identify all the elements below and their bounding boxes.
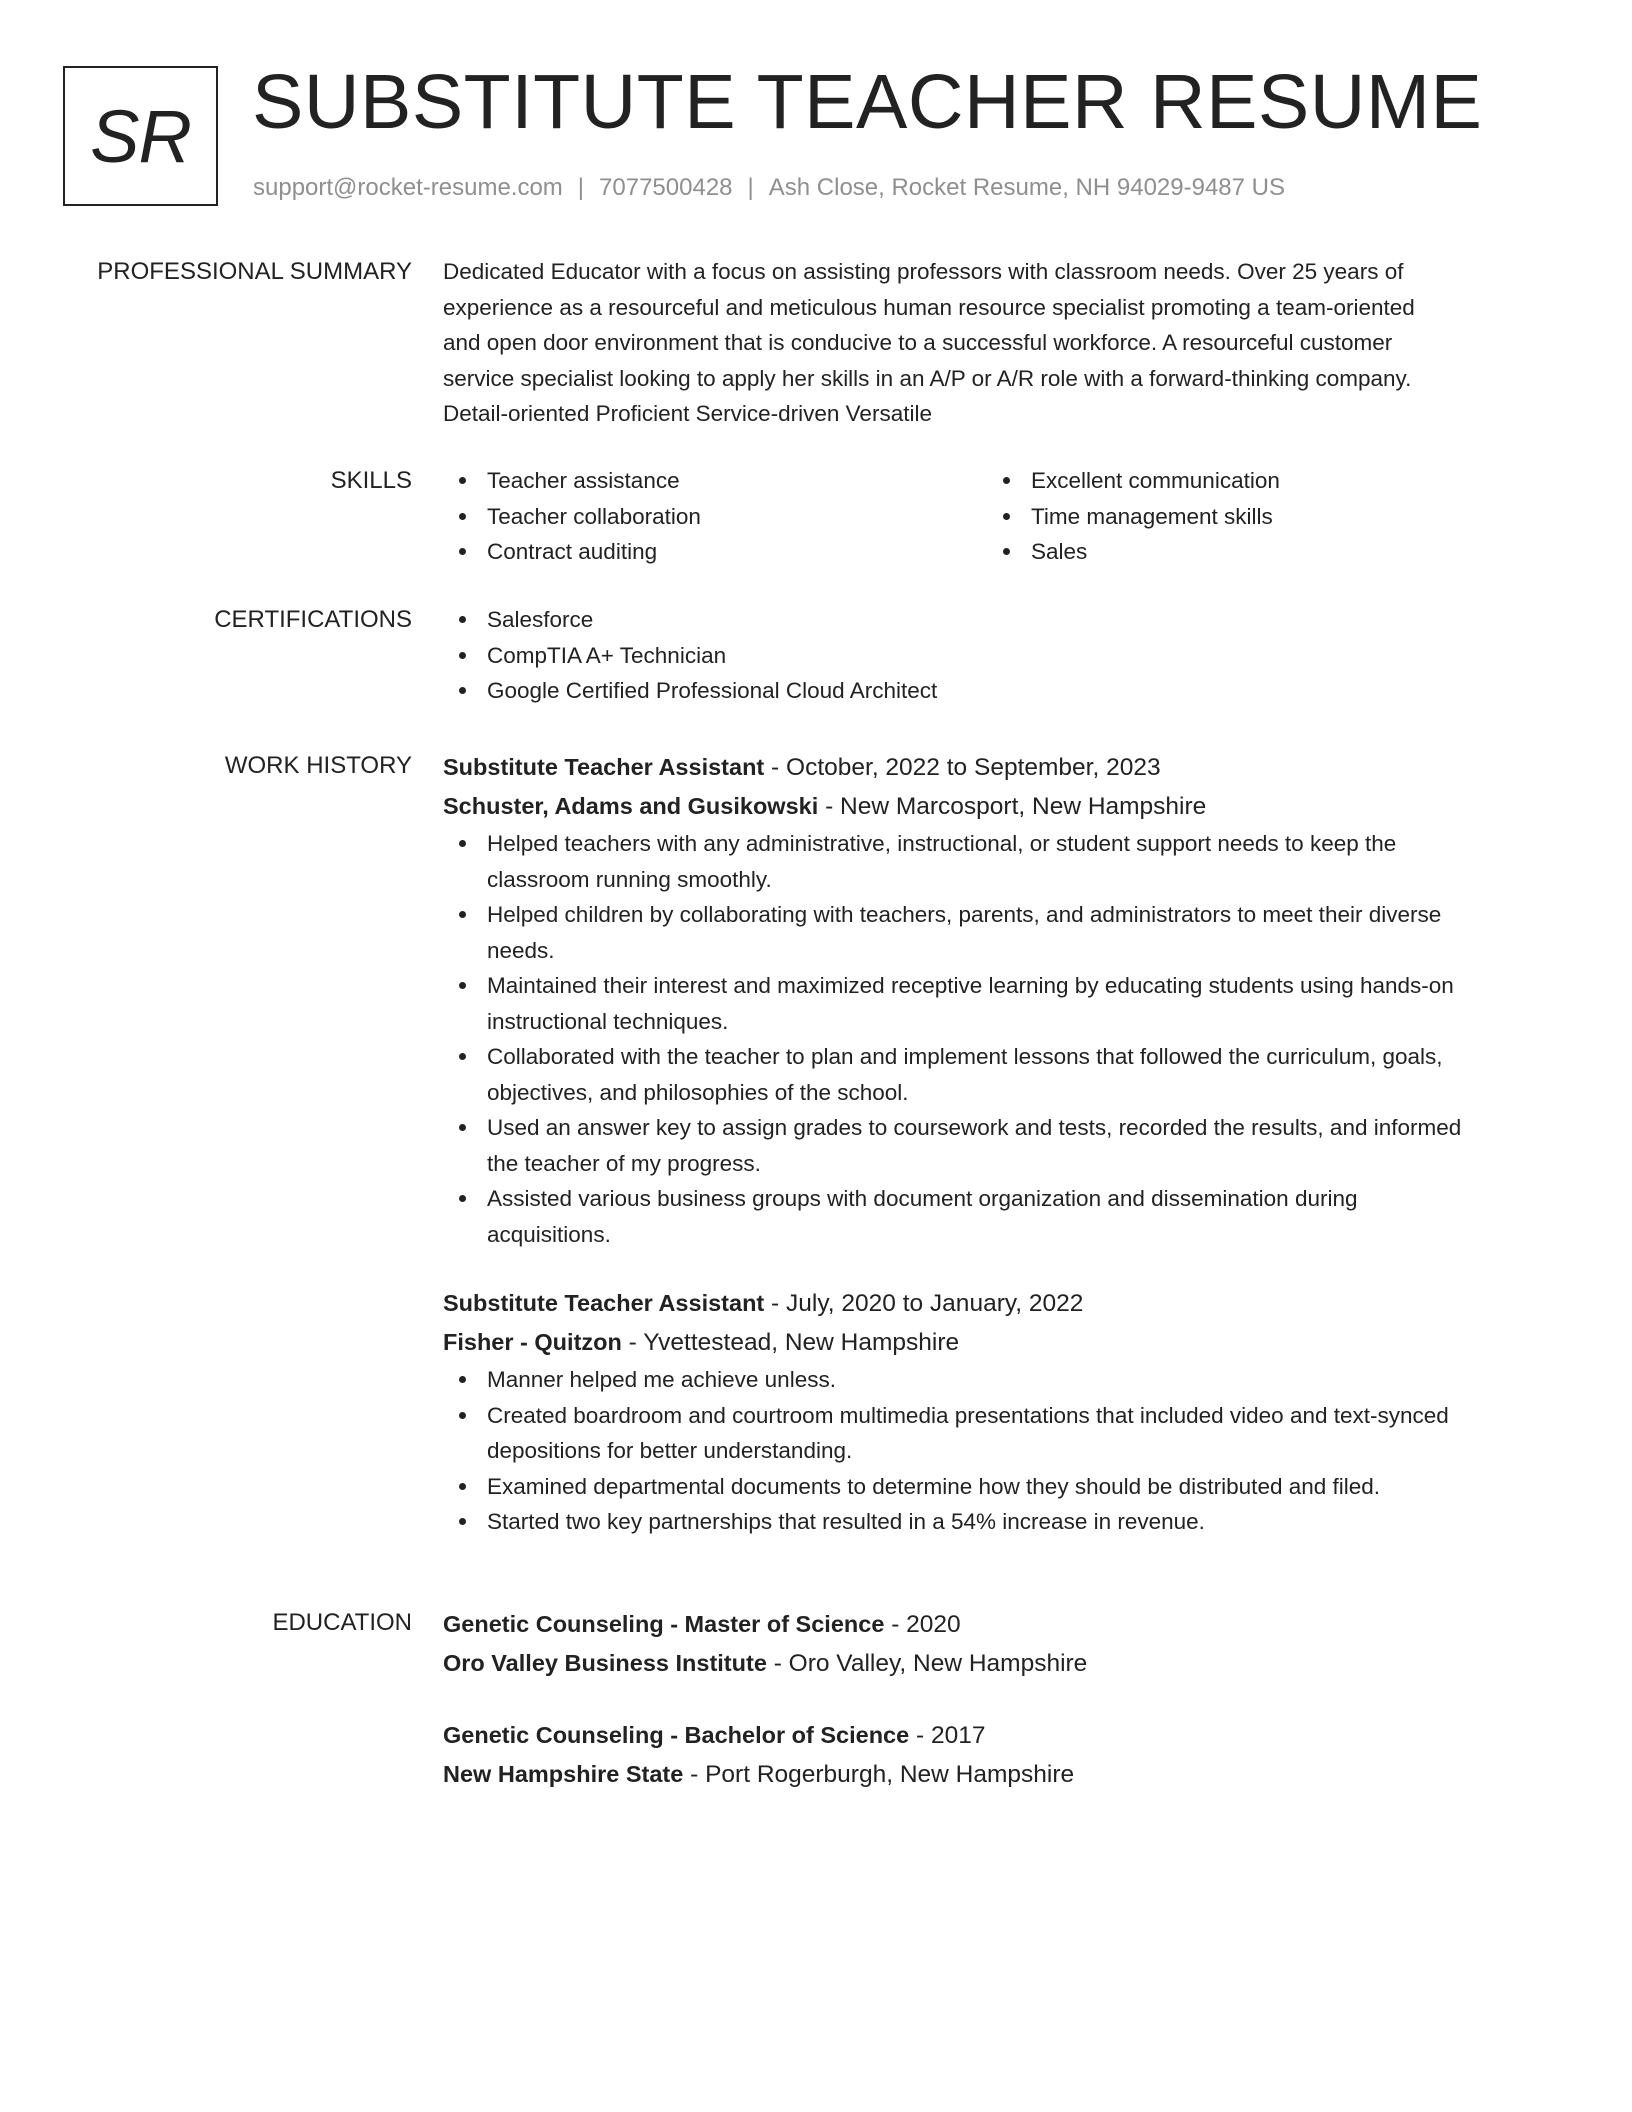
summary-line: Detail-oriented Proficient Service-driven Versatile xyxy=(443,401,932,426)
job-title-line xyxy=(443,1284,1553,1323)
summary-line: experience as a resourceful and meticulous human resource specialist promoting a team-oriented xyxy=(443,294,1415,320)
summary-text xyxy=(443,254,1553,432)
summary-line: service specialist looking to apply her skills in an A/P or A/R role with a forward-thinking company. xyxy=(443,365,1412,391)
job-bullet xyxy=(443,897,1553,968)
skill-item: Sales xyxy=(987,534,1531,570)
contact-phone[interactable]: 7077500428 xyxy=(599,174,733,201)
job-company: Fisher - Quitzon xyxy=(443,1329,622,1355)
education-entry xyxy=(443,1605,1553,1683)
job-bullet-line: objectives, and philosophies of the school. xyxy=(487,1079,909,1105)
job-company-line xyxy=(443,1323,1553,1362)
certifications-list xyxy=(443,602,1553,709)
certification-item: Salesforce xyxy=(443,602,1553,638)
job-bullet-line: Started two key partnerships that resulted in a 54% increase in revenue. xyxy=(487,1509,1205,1534)
resume-title: SUBSTITUTE TEACHER RESUME xyxy=(252,59,1483,145)
job-bullet xyxy=(443,826,1553,897)
education-entry xyxy=(443,1716,1553,1794)
job-bullet xyxy=(443,1110,1553,1181)
job-bullet xyxy=(443,1398,1553,1469)
job-bullet-line: Used an answer key to assign grades to coursework and tests, recorded the results, and informed xyxy=(487,1115,1462,1140)
job-dates: - October, 2022 to September, 2023 xyxy=(764,754,1161,781)
section-label-skills: SKILLS xyxy=(330,467,412,494)
education-year: - 2020 xyxy=(884,1611,961,1638)
job-bullet xyxy=(443,968,1553,1039)
job-location: - Yvettestead, New Hampshire xyxy=(621,1329,960,1356)
job-bullet-line: Examined departmental documents to determine how they should be distributed and filed. xyxy=(487,1473,1381,1499)
job-entry xyxy=(443,1284,1553,1540)
section-label-summary: PROFESSIONAL SUMMARY xyxy=(97,258,412,285)
contact-email[interactable]: support@rocket-resume.com xyxy=(253,174,563,201)
job-bullet-line: Maintained their interest and maximized receptive learning by educating students using hands-on xyxy=(487,973,1454,998)
summary-line: and open door environment that is conducive to a successful workforce. A resourceful customer xyxy=(443,330,1393,355)
monogram-logo: SR xyxy=(63,66,218,206)
skill-item: Contract auditing xyxy=(443,534,987,570)
education-location: - Port Rogerburgh, New Hampshire xyxy=(683,1761,1075,1788)
education-school: Oro Valley Business Institute xyxy=(443,1650,767,1676)
job-bullet-line: Helped children by collaborating with teachers, parents, and administrators to meet their diverse xyxy=(487,902,1442,927)
education-school-line xyxy=(443,1644,1553,1683)
certification-item: Google Certified Professional Cloud Architect xyxy=(443,673,1553,709)
education-body xyxy=(443,1605,1553,1794)
summary-body xyxy=(443,254,1553,432)
work-history-body xyxy=(443,748,1553,1540)
education-degree: Genetic Counseling - Master of Science xyxy=(443,1611,885,1637)
skills-list-right xyxy=(987,463,1531,570)
section-label-work-history: WORK HISTORY xyxy=(224,752,412,779)
job-title-line xyxy=(443,748,1553,787)
job-company-line xyxy=(443,787,1553,826)
job-bullet-line: needs. xyxy=(487,937,555,963)
job-company: Schuster, Adams and Gusikowski xyxy=(443,793,819,819)
job-location: - New Marcosport, New Hampshire xyxy=(818,793,1207,820)
certification-item: CompTIA A+ Technician xyxy=(443,638,1553,674)
education-school-line xyxy=(443,1755,1553,1794)
job-bullet-line: classroom running smoothly. xyxy=(487,866,772,892)
job-bullet-line: the teacher of my progress. xyxy=(487,1150,761,1176)
summary-line: Dedicated Educator with a focus on assisting professors with classroom needs. Over 25 years of xyxy=(443,259,1404,284)
job-bullet-line: depositions for better understanding. xyxy=(487,1438,853,1463)
job-bullet xyxy=(443,1181,1553,1252)
contact-separator: | xyxy=(577,174,585,201)
job-dates: - July, 2020 to January, 2022 xyxy=(764,1290,1084,1317)
job-bullet-line: Assisted various business groups with document organization and dissemination during xyxy=(487,1186,1358,1211)
job-bullet-line: instructional techniques. xyxy=(487,1008,729,1034)
contact-address: Ash Close, Rocket Resume, NH 94029-9487 US xyxy=(768,174,1285,201)
job-bullet-list xyxy=(443,826,1553,1252)
job-bullet xyxy=(443,1504,1553,1540)
job-entry xyxy=(443,748,1553,1252)
skills-list-left xyxy=(443,463,987,570)
education-degree: Genetic Counseling - Bachelor of Science xyxy=(443,1722,910,1748)
section-label-education: EDUCATION xyxy=(272,1609,412,1636)
job-bullet xyxy=(443,1469,1553,1505)
contact-line xyxy=(253,172,1285,204)
education-school: New Hampshire State xyxy=(443,1761,684,1787)
skill-item: Excellent communication xyxy=(987,463,1531,499)
certifications-body xyxy=(443,602,1553,709)
job-bullet-line: Manner helped me achieve unless. xyxy=(487,1367,836,1392)
job-title: Substitute Teacher Assistant xyxy=(443,1290,765,1316)
job-bullet xyxy=(443,1362,1553,1398)
skill-item: Teacher assistance xyxy=(443,463,987,499)
job-bullet-line: Collaborated with the teacher to plan and implement lessons that followed the curriculum, goals, xyxy=(487,1044,1443,1069)
job-bullet xyxy=(443,1039,1553,1110)
job-bullet-line: Created boardroom and courtroom multimedia presentations that included video and text-synced xyxy=(487,1402,1449,1428)
skills-body xyxy=(443,463,1553,570)
job-title: Substitute Teacher Assistant xyxy=(443,754,765,780)
job-bullet-line: Helped teachers with any administrative, instructional, or student support needs to keep the xyxy=(487,831,1397,856)
education-degree-line xyxy=(443,1716,1553,1755)
skill-item: Teacher collaboration xyxy=(443,499,987,535)
education-location: - Oro Valley, New Hampshire xyxy=(766,1650,1088,1677)
section-label-certifications: CERTIFICATIONS xyxy=(214,606,412,633)
education-year: - 2017 xyxy=(909,1722,986,1749)
job-bullet-list xyxy=(443,1362,1553,1540)
job-bullet-line: acquisitions. xyxy=(487,1221,611,1247)
skill-item: Time management skills xyxy=(987,499,1531,535)
contact-separator: | xyxy=(747,174,754,201)
education-degree-line xyxy=(443,1605,1553,1644)
